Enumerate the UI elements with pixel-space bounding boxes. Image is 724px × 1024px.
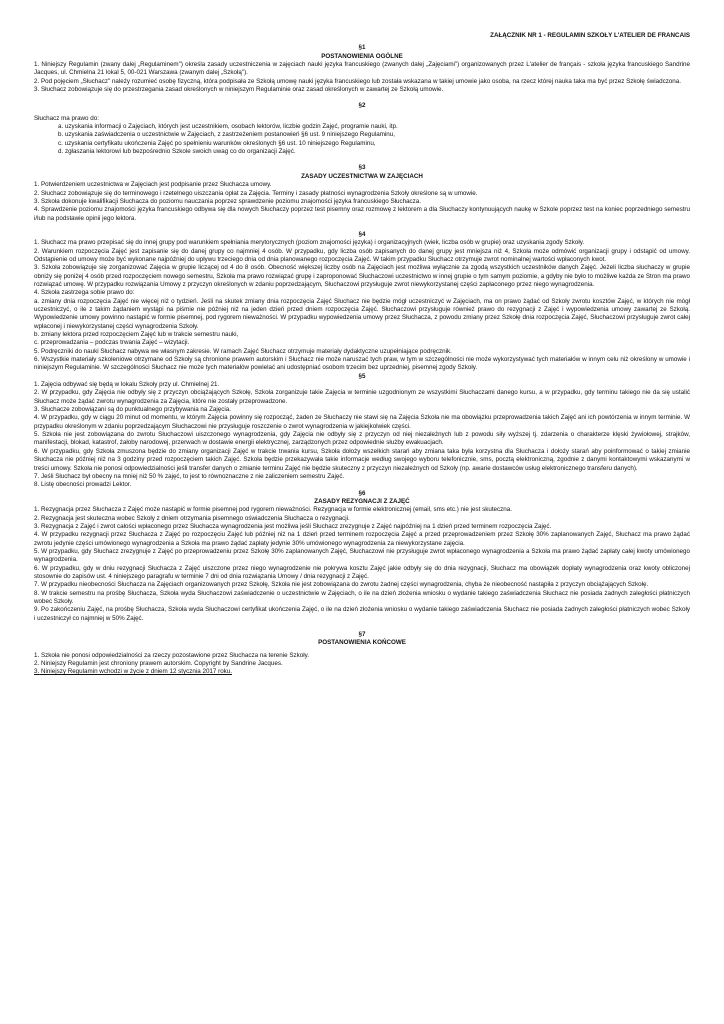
section-6-paragraph: 6. W przypadku, gdy w dniu rezygnacji Słuchacza z Zajęć uiszczone przez niego wynagrodzenie nie pokrywa kosztu Zajęć jakie odbyły się do dnia rezygnacji, Słuchacz ma obowiązek dopłaty wynagrodzenia oraz kwoty obliczonej stosownie do zapisów ust. 4 niniejszego paragrafu w terminie 7 dni od dnia rozwiązania Umowy / dnia rezygnacji z Zajęć. xyxy=(34,564,690,580)
section-6-title: ZASADY REZYGNACJI Z ZAJĘĆ xyxy=(314,497,410,505)
section-5-number: §5 xyxy=(358,372,366,380)
list-item: b. uzyskania zaświadczenia o uczestnictwie w Zajęciach, z zastrzeżeniem postanowień §6 ust. 9 niniejszego Regulaminu, xyxy=(58,131,395,139)
section-5-paragraph: 4. W przypadku, gdy w ciągu 20 minut od momentu, w którym Zajęcia powinny się rozpocząć, żaden ze Słuchaczy nie stawi się na Zajęcia Szkoła nie ma obowiązku przeprowadzenia takich Zajęć ani ich powtórzenia w innym terminie. W przypadku określonym w zdaniu poprzedzającym Słuchaczowi nie przysługuje roszczenie o zwrot wynagrodzenia w jakiejkolwiek części. xyxy=(34,414,690,430)
document-page xyxy=(34,32,690,677)
section-5-paragraph: 6. W przypadku, gdy Szkoła zmuszona będzie do zmiany organizacji Zajęć w trakcie trwania kursu, Szkoła dołoży wszelkich starań aby zmiana taka była korzystna dla Słuchacza i dołoży starań aby poinformować o takiej zmianie Słuchacza nie później niż na 3 godziny przed rozpoczęciem takich Zajęć. Szkoła będzie przekazywała takie informacje według swojego wyboru telefonicznie, sms, pocztą elektroniczną, zgodnie z danymi kontaktowymi wskazanymi w treści umowy. Szkoła nie ponosi odpowiedzialności jeśli transfer danych o zmianie terminu Zajęć nie będzie skuteczny z przyczyn niezależnych od Szkoły (np. awarie dostawców usług elektronicznego transferu danych). xyxy=(34,447,690,472)
section-3-title: ZASADY UCZESTNICTWA W ZAJĘCIACH xyxy=(301,172,423,180)
section-6-paragraph: 4. W przypadku rezygnacji przez Słuchacza z Zajęć po rozpoczęciu Zajęć lub później niż na 1 dzień przed terminem rozpoczęcia Zajęć a przed przeprowadzeniem przez Szkołę 30% zaplanowanych Zajęć, Słuchacz ma prawo żądać zwrotu jedynie części umówionego wynagrodzenia a Szkoła ma prawo żądać zapłaty jedynie 30% umówionego wynagrodzenia za niewykorzystane zajęcia. xyxy=(34,531,690,547)
section-4-paragraph: c. przeprowadzania – podczas trwania Zajęć – wizytacji. xyxy=(34,339,190,347)
section-1-title: POSTANOWIENIA OGÓLNE xyxy=(321,52,403,60)
section-2-list xyxy=(34,123,690,156)
section-1-paragraph: 3. Słuchacz zobowiązuje się do przestrzegania zasad określonych w niniejszym Regulaminie oraz zasad określonych w zawartej ze Szkołą umowie. xyxy=(34,86,444,94)
section-1-number: §1 xyxy=(358,44,366,52)
section-7-title: POSTANOWIENIA KOŃCOWE xyxy=(318,639,406,647)
section-5-paragraph: 1. Zajęcia odbywać się będą w lokalu Szkoły przy ul. Chmielnej 21. xyxy=(34,381,220,389)
section-3-number: §3 xyxy=(358,164,366,172)
section-4-paragraph: 3. Szkoła zobowiązuje się zorganizować Zajęcia w grupie liczącej od 4 do 8 osób. Obecność większej liczby osób na Zajęciach jest możliwa wyłącznie za zgodą wszystkich uczestników danych Zajęć. Jeżeli liczba słuchaczy w grupie obniży się poniżej 4 osób przed rozpoczęciem nowego semestru, Szkoła ma prawo rozwiązać grupę i zaproponować Słuchaczowi uczestnictwo w innej grupie o tym samym poziomie, a gdyby nie było to możliwe każda ze Stron ma prawo rozwiązać umowę. W przypadku rozwiązania Umowy z przyczyn określonych w zdaniu poprzedzającym, Słuchaczowi przysługuje zwrot niewykorzystanej części zapłaconego przez niego wynagrodzenia. xyxy=(34,264,690,288)
section-6-number: §6 xyxy=(358,489,366,497)
section-4-paragraph: 1. Słuchacz ma prawo przepisać się do innej grupy pod warunkiem spełniania merytorycznych (poziom znajomości języka) i organizacyjnych (wiek, liczba osób w grupie) oraz uzyskania zgody Szkoły. xyxy=(34,239,585,247)
section-3-paragraph: 1. Potwierdzeniem uczestnictwa w Zajęciach jest podpisanie przez Słuchacza umowy. xyxy=(34,181,272,189)
section-7-paragraph: 1. Szkoła nie ponosi odpowiedzialności za rzeczy pozostawione przez Słuchacza na terenie Szkoły. xyxy=(34,651,310,659)
section-6-paragraph: 5. W przypadku, gdy Słuchacz zrezygnuje z Zajęć po przeprowadzeniu przez Szkołę 30% zaplanowanych Zajęć, Słuchaczowi nie przysługuje zwrot wpłaconego wynagrodzenia a Szkoła ma prawo żądać zapłaty całej kwoty umówionego wynagrodzenia. xyxy=(34,547,690,564)
list-item: d. zgłaszania lektorowi lub bezpośrednio Szkole swoich uwag co do organizacji Zajęć. xyxy=(58,148,296,156)
section-4-paragraph: a. zmiany dnia rozpoczęcia Zajęć nie więcej niż o tydzień. Jeśli na skutek zmiany dnia rozpoczęcia Zajęć Słuchacz nie będzie mógł uczestniczyć w Zajęciach, ma on prawo żądać od Szkoły zwrotu kosztów Zajęć, w których nie mógł uczestniczyć, o ile z takim żądaniem wystąpi na piśmie nie później niż na jeden dzień przed dniem rozpoczęcia Zajęć. Słuchaczowi przysługuje również prawo do rezygnacji z Zajęć i wypowiedzenia umowy zawartej ze Szkołą. Wypowiedzenie umowy powinno nastąpić w formie pisemnej, pod rygorem nieważności. W przypadku wypowiedzenia umowy przez Słuchacza, z powodu zmiany przez Szkołę dnia rozpoczęcia Zajęć, Słuchaczowi przysługuje zwrot całej wpłaconej i niewykorzystanej części wynagrodzenia Szkoły. xyxy=(34,297,690,330)
section-6-paragraph: 7. W przypadku nieobecności Słuchacza na Zajęciach organizowanych przez Szkołę, Szkoła nie jest zobowiązana do zwrotu żadnej części wynagrodzenia, chyba że nieobecność nastąpiła z przyczyn obciążających Szkołę. xyxy=(34,581,649,589)
list-item: c. uzyskania certyfikatu ukończenia Zajęć po spełnieniu warunków określonych §6 ust. 10 niniejszego Regulaminu, xyxy=(58,139,376,147)
section-7-number: §7 xyxy=(358,631,366,639)
section-2-intro: Słuchacz ma prawo do: xyxy=(34,114,99,122)
section-4-paragraph: b. zmiany lektora przed rozpoczęciem Zajęć lub w trakcie semestru nauki, xyxy=(34,331,239,338)
section-1-paragraph: 1. Niniejszy Regulamin (zwany dalej „Regulaminem") określa zasady uczestniczenia w zajęciach nauki języka francuskiego (zwanych dalej „Zajęciami") organizowanych przez L'atelier de français - szkoła języka francuskiego Sandrine Jacques, ul. Chmielna 21 lokal 5, 00-021 Warszawa (zwanym dalej „Szkołą"). xyxy=(34,61,690,77)
list-item: a. uzyskania informacji o Zajęciach, których jest uczestnikiem, osobach lektorów, liczbie godzin Zajęć, programie nauki, itp. xyxy=(58,123,398,131)
paragraph-number: 3. xyxy=(34,668,40,676)
section-4-paragraph: 5. Podręczniki do nauki Słuchacz nabywa we własnym zakresie. W ramach Zajęć Słuchacz otrzymuje materiały dydaktyczne uzupełniające podręcznik. xyxy=(34,347,452,355)
section-6-paragraph: 2. Rezygnacja jest skuteczna wobec Szkoły z dniem otrzymania pisemnego oświadczenia Słuchacza o rezygnacji. xyxy=(34,514,350,522)
section-6-paragraph: 1. Rezygnacja przez Słuchacza z Zajęć może nastąpić w formie pisemnej pod rygorem nieważności. Rezygnacja w formie elektronicznej (email, sms etc.) nie jest skuteczna. xyxy=(34,506,512,514)
section-4-paragraph: 2. Warunkiem rozpoczęcia Zajęć jest zapisanie się do danej grupy co najmniej 4 osób. W przypadku, gdy liczba osób zapisanych do danej grupy jest mniejsza niż 4, Szkoła może odmówić organizacji grupy i odstąpić od umowy. Odstąpienie od umowy może być wykonane najpóźniej do upływu trzeciego dnia od dnia planowanego rozpoczęcia Zajęć. W takim przypadku Słuchacz otrzymuje zwrot nominalnej wartości wpłaconych kwot. xyxy=(34,247,690,263)
section-4-number: §4 xyxy=(358,230,366,238)
section-6-paragraph: 3. Rezygnacja z Zajęć i zwrot całości wpłaconego przez Słuchacza wynagrodzenia jest możliwa jeśli Słuchacz zrezygnuje z Zajęć najpóźniej na 1 dzień przed terminem rozpoczęcia Zajęć. xyxy=(34,522,552,530)
section-3-paragraph: 2. Słuchacz zobowiązuje się do terminowego i rzetelnego uiszczania opłat za Zajęcia. Terminy i zasady płatności wynagrodzenia Szkoły określone są w umowie. xyxy=(34,189,478,197)
section-1-paragraph: 2. Pod pojęciem „Słuchacz" należy rozumieć osobę fizyczną, która podpisała ze Szkołą umowę nauki języka francuskiego lub została wskazana w takiej umowie jako osoba, na rzecz której nauka taka ma być przez Szkołę świadczona. xyxy=(34,77,681,85)
section-5-paragraph: 3. Słuchacze zobowiązani są do punktualnego przybywania na Zajęcia. xyxy=(34,406,231,414)
section-5-paragraph: 2. W przypadku, gdy Zajęcia nie odbyły się z przyczyn obciążających Szkołę, Szkoła zorganizuje takie Zajęcia w terminie uzgodnionym ze wszystkimi Słuchaczami danego kursu, a w przypadku, gdy terminu takiego nie da się ustalić Słuchacz może żądać zwrotu wynagrodzenia za Zajęcia, które nie zostały przeprowadzone. xyxy=(34,389,690,405)
section-4-paragraph: 6. Wszystkie materiały szkoleniowe otrzymane od Szkoły są chronione prawem autorskim i Słuchacz nie może naruszać tych praw, w tym w szczególności nie może wykorzystywać tych materiałów w innym celu niż określony w umowie i niniejszym Regulaminie. W szczególności Słuchacz nie może tych materiałów powielać ani udostępniać osobom trzecim bez uprzedniej, pisemnej zgody Szkoły. xyxy=(34,356,690,372)
section-2-number: §2 xyxy=(358,102,366,110)
section-6-paragraph: 8. W trakcie semestru na prośbę Słuchacza, Szkoła wyda Słuchaczowi zaświadczenie o uczestnictwie w Zajęciach, o ile na dzień złożenia wniosku o wydanie takiego zaświadczenia Słuchacz nie posiada żadnych zaległości płatniczych wobec Szkoły. xyxy=(34,589,690,605)
section-7-paragraph-3 xyxy=(34,668,690,676)
section-4-paragraph: 4. Szkoła zastrzega sobie prawo do: xyxy=(34,289,135,297)
section-5-paragraph: 7. Jeśli Słuchacz był obecny na mniej niż 50 % zajęć, to jest to równoznaczne z nie zaliczeniem semestru Zajęć. xyxy=(34,472,345,480)
section-3-paragraph: 4. Sprawdzenie poziomu znajomości języka francuskiego odbywa się dla nowych Słuchaczy poprzez test pisemny oraz rozmowę z lektorem a dla Słuchaczy kontynuujących naukę w Szkole poprzez test na koniec poprzedniego semestru i/lub na podstawie opinii jego lektora. xyxy=(34,206,690,222)
document-title: ZAŁĄCZNIK NR 1 - REGULAMIN SZKOŁY L'ATELIER DE FRANCAIS xyxy=(490,32,690,39)
section-7-paragraph: 2. Niniejszy Regulamin jest chroniony prawem autorskim. Copyright by Sandrine Jacques. xyxy=(34,660,283,668)
section-5-paragraph: 5. Szkoła nie jest zobowiązana do zwrotu Słuchaczowi uiszczonego wynagrodzenia, gdy Zajęcia nie odbyły się z przyczyn od niej niezależnych lub z powodu siły wyższej tj. zdarzenia o charakterze klęski żywiołowej, strajków, manifestacji, blokad, katastrof, żałoby narodowej, przerwach w dostawie energii elektrycznej, zarządzonych przez odpowiednie służby ewakuacjach. xyxy=(34,431,690,447)
section-3-paragraph: 3. Szkoła dokonuje kwalifikacji Słuchacza do poziomu nauczania poprzez sprawdzenie poziomu znajomości języka francuskiego Słuchacza. xyxy=(34,197,422,205)
section-6-paragraph: 9. Po zakończeniu Zajęć, na prośbę Słuchacza, Szkoła wyda Słuchaczowi certyfikat ukończenia Zajęć, o ile na dzień złożenia wniosku o wydanie takiego zaświadczenia Słuchacz nie posiada żadnych zaległości płatniczych wobec Szkoły i uczestniczył co najmniej w 50% Zajęć. xyxy=(34,606,690,622)
section-5-paragraph: 8. Listę obecności prowadzi Lektor. xyxy=(34,481,132,489)
paragraph-text: Niniejszy Regulamin wchodzi w życie z dniem 12 stycznia 2017 roku. xyxy=(39,668,233,676)
